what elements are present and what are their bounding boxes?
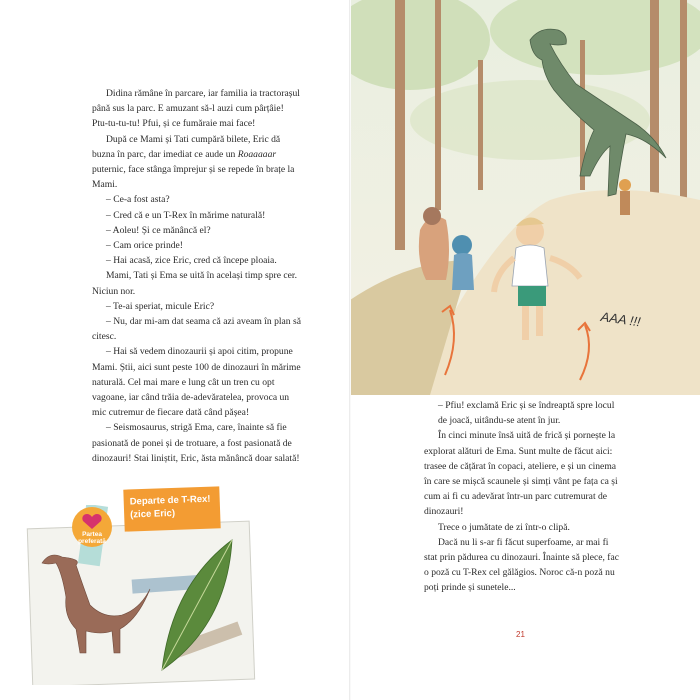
paragraph: Didina rămâne în parcare, iar familia ia tractorașul până sus la parc. E amuzant să-l auzi cum pârțâie! Ptu-tu-tu-tu! Pfui, și ce fumăraie mai face! [92,88,300,130]
dialogue-line: – Hai acasă, zice Eric, cred că începe ploaia. [106,255,277,267]
page-number: 21 [516,630,525,639]
book-gutter [349,0,351,700]
paragraph: În cinci minute însă uită de frică și pornește la explorat alături de Ema. Sunt multe de făcut aici: trasee de cățărat în copaci, ateliere, e și un cinema în care se mișcă scaunele și simți vânt pe fața ca și cum ai fi cu adevărat într-un parc cutremurat de dinozauri! [424,430,618,518]
left-text-block [92,86,302,466]
svg-text:preferată: preferată [78,538,106,545]
paragraph: – Seismosaurus, strigă Ema, care, înainte să fie pasionată de ponei și de trotuare, a fost pasionată de dinozauri! Stai liniștit, Eric, ăsta mănâncă doar salată! [92,422,300,464]
dialogue-line: – Cred că e un T-Rex în mărime naturală! [106,209,266,221]
right-page [350,0,700,700]
dialogue-line: – Aoleu! Și ce mănâncă el? [106,224,211,236]
svg-text:Partea: Partea [82,531,102,538]
dialogue-line: – Ce-a fost asta? [106,194,170,206]
favorite-part-badge [72,507,112,547]
paragraph: Trece o jumătate de zi într-o clipă. [438,521,570,533]
paragraph: Dacă nu li s-ar fi făcut superfoame, ar mai fi stat prin pădurea cu dinozauri. Înainte să plece, fac o poză cu T-Rex cel gălăgios. Noroc că-n poză nu poți prinde și sunetele... [424,536,619,594]
dialogue-line: – Cam orice prinde! [106,240,183,252]
sound-effect-text: AAA !!! [599,308,642,330]
dialogue-line: – Nu, dar mi-am dat seama că azi aveam în plan să citesc. [92,316,301,343]
dialogue-line: – Te-ai speriat, micule Eric? [106,300,215,312]
paragraph: După ce Mami și Tati cumpără bilete, Eric dă buzna în parc, dar imediat ce aude un Roaaaaar puternic, face stânga împrejur și se repede în brațe la Mami. [92,133,295,191]
note-label: Departe de T-Rex! (zice Eric) [123,486,220,531]
dialogue-line: – Pfiu! exclamă Eric și se îndreaptă spre locul de joacă, uitându-se atent în jur. [438,400,615,427]
scrapbook-photo [22,505,257,685]
forest-trex-illustration [350,0,700,395]
paragraph: – Hai să vedem dinozaurii și apoi citim, propune Mami. Știi, aici sunt peste 100 de dinozauri în mărime naturală. Cel mai mare e lung cât un tren cu opt vagoane, iar când trăia de-adevăratelea, provoca un mic cutremur de fiecare dată când pășea! [92,346,301,419]
paragraph: Mami, Tati și Ema se uită în același timp spre cer. Niciun nor. [92,270,297,297]
right-text-block [424,398,624,596]
